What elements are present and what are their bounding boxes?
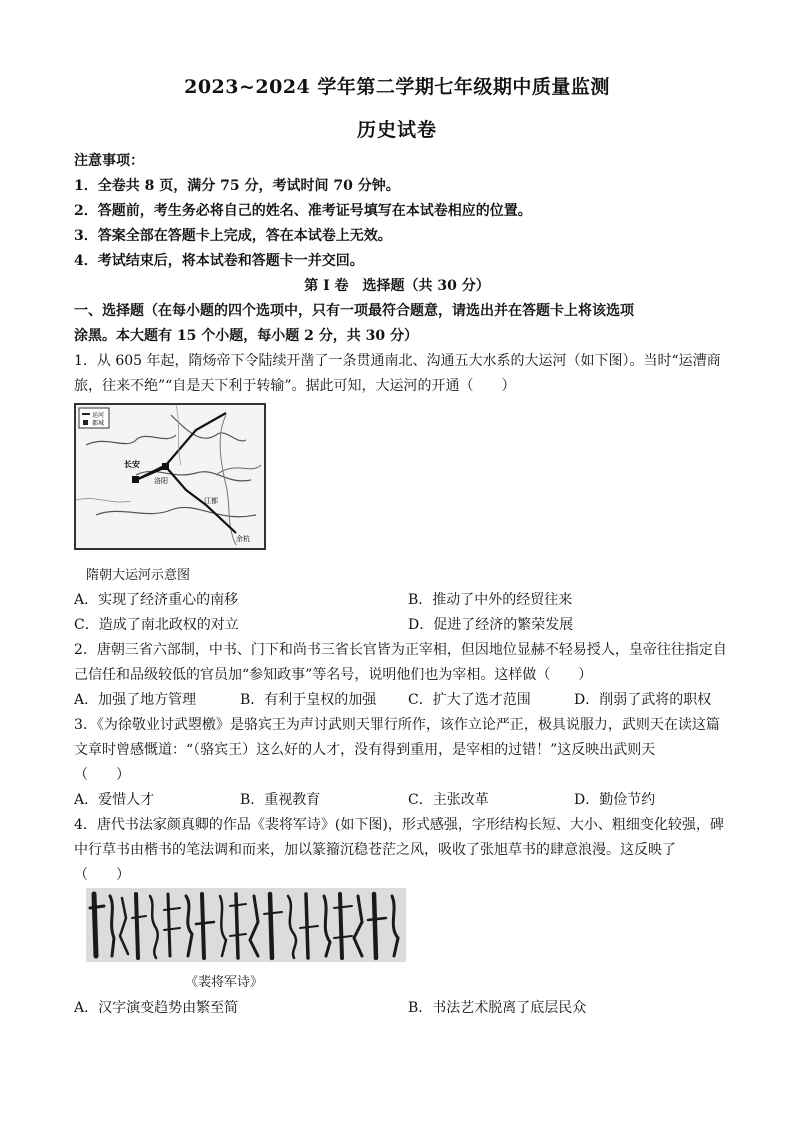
q4-stem: 4．唐代书法家颜真卿的作品《裴将军诗》(如下图)，形式感强，字形结构长短、大小、粗细变化较强，碑 bbox=[74, 817, 724, 833]
q1-option-b[interactable]: B．推动了中外的经贸往来 bbox=[408, 592, 573, 608]
q3-stem: 3．《为徐敬业讨武曌檄》是骆宾王为声讨武则天罪行所作，该作立论严正，极具说服力，武则天在读这篇 bbox=[74, 717, 720, 733]
section-instruction: 一、选择题（在每小题的四个选项中，只有一项最符合题意，请选出并在答题卡上将该选项 bbox=[74, 303, 634, 319]
q2-option-b[interactable]: B．有利于皇权的加强 bbox=[240, 692, 377, 708]
notice-item: 4．考试结束后，将本试卷和答题卡一并交回。 bbox=[74, 253, 364, 269]
q4-option-a[interactable]: A．汉字演变趋势由繁至简 bbox=[74, 1000, 239, 1016]
q3-option-d[interactable]: D．勤俭节约 bbox=[574, 792, 656, 808]
q4-figure-caption: 《裴将军诗》 bbox=[185, 975, 264, 990]
q3-stem: 文章时曾感慨道：“（骆宾王）这么好的人才，没有得到重用，是宰相的过错！”这反映出武则天 bbox=[74, 742, 656, 758]
exam-subtitle: 历史试卷 bbox=[356, 119, 437, 141]
q1-option-a[interactable]: A．实现了经济重心的南移 bbox=[74, 592, 239, 608]
q1-stem: 旅，往来不绝”“自是天下利于转输”。据此可知，大运河的开通（ ） bbox=[74, 378, 516, 394]
exam-title: 2023~2024 学年第二学期七年级期中质量监测 bbox=[184, 76, 610, 98]
calligraphy-image bbox=[86, 888, 406, 962]
q2-stem: 2．唐朝三省六部制，中书、门下和尚书三省长官皆为正宰相，但因地位显赫不轻易授人，皇帝往往指定自 bbox=[74, 642, 727, 658]
q2-option-c[interactable]: C．扩大了选才范围 bbox=[408, 692, 531, 708]
q1-option-d[interactable]: D．促进了经济的繁荣发展 bbox=[408, 617, 574, 633]
section-title: 第 Ⅰ 卷 选择题（共 30 分） bbox=[304, 278, 490, 294]
q2-option-a[interactable]: A．加强了地方管理 bbox=[74, 692, 197, 708]
map-drawing bbox=[76, 405, 264, 548]
q3-stem: （ ） bbox=[74, 767, 130, 783]
svg-text:长安: 长安 bbox=[124, 460, 140, 469]
notice-heading: 注意事项： bbox=[74, 153, 144, 169]
q4-stem: （ ） bbox=[74, 867, 130, 883]
q4-stem: 中行草书由楷书的笔法调和而来，加以篆籀沉稳苍茫之风，吸收了张旭草书的肆意浪漫。这反映了 bbox=[74, 842, 676, 858]
q2-stem: 己信任和品级较低的官员加“参知政事”等名号，说明他们也为宰相。这样做（ ） bbox=[74, 667, 593, 683]
grand-canal-map bbox=[74, 403, 266, 550]
notice-item: 1．全卷共 8 页，满分 75 分，考试时间 70 分钟。 bbox=[74, 178, 400, 194]
svg-text:都城: 都城 bbox=[92, 420, 105, 427]
section-instruction: 涂黑。本大题有 15 个小题，每小题 2 分，共 30 分） bbox=[74, 328, 418, 344]
svg-text:余杭: 余杭 bbox=[236, 535, 250, 543]
notice-item: 2．答题前，考生务必将自己的姓名、准考证号填写在本试卷相应的位置。 bbox=[74, 203, 532, 219]
svg-text:洛阳: 洛阳 bbox=[154, 477, 168, 485]
svg-text:运河: 运河 bbox=[92, 412, 105, 419]
notice-item: 3．答案全部在答题卡上完成，答在本试卷上无效。 bbox=[74, 228, 392, 244]
svg-text:江都: 江都 bbox=[204, 497, 218, 505]
q4-option-b[interactable]: B．书法艺术脱离了底层民众 bbox=[408, 1000, 587, 1016]
q1-figure-caption: 隋朝大运河示意图 bbox=[86, 568, 191, 583]
q1-option-c[interactable]: C．造成了南北政权的对立 bbox=[74, 617, 239, 633]
q2-option-d[interactable]: D．削弱了武将的职权 bbox=[574, 692, 712, 708]
q3-option-b[interactable]: B．重视教育 bbox=[240, 792, 321, 808]
q3-option-c[interactable]: C．主张改革 bbox=[408, 792, 489, 808]
q1-stem: 1．从 605 年起，隋炀帝下令陆续开凿了一条贯通南北、沟通五大水系的大运河（如下图）。当时“运漕商 bbox=[74, 353, 721, 369]
calligraphy-strokes bbox=[86, 888, 406, 962]
q3-option-a[interactable]: A．爱惜人才 bbox=[74, 792, 155, 808]
